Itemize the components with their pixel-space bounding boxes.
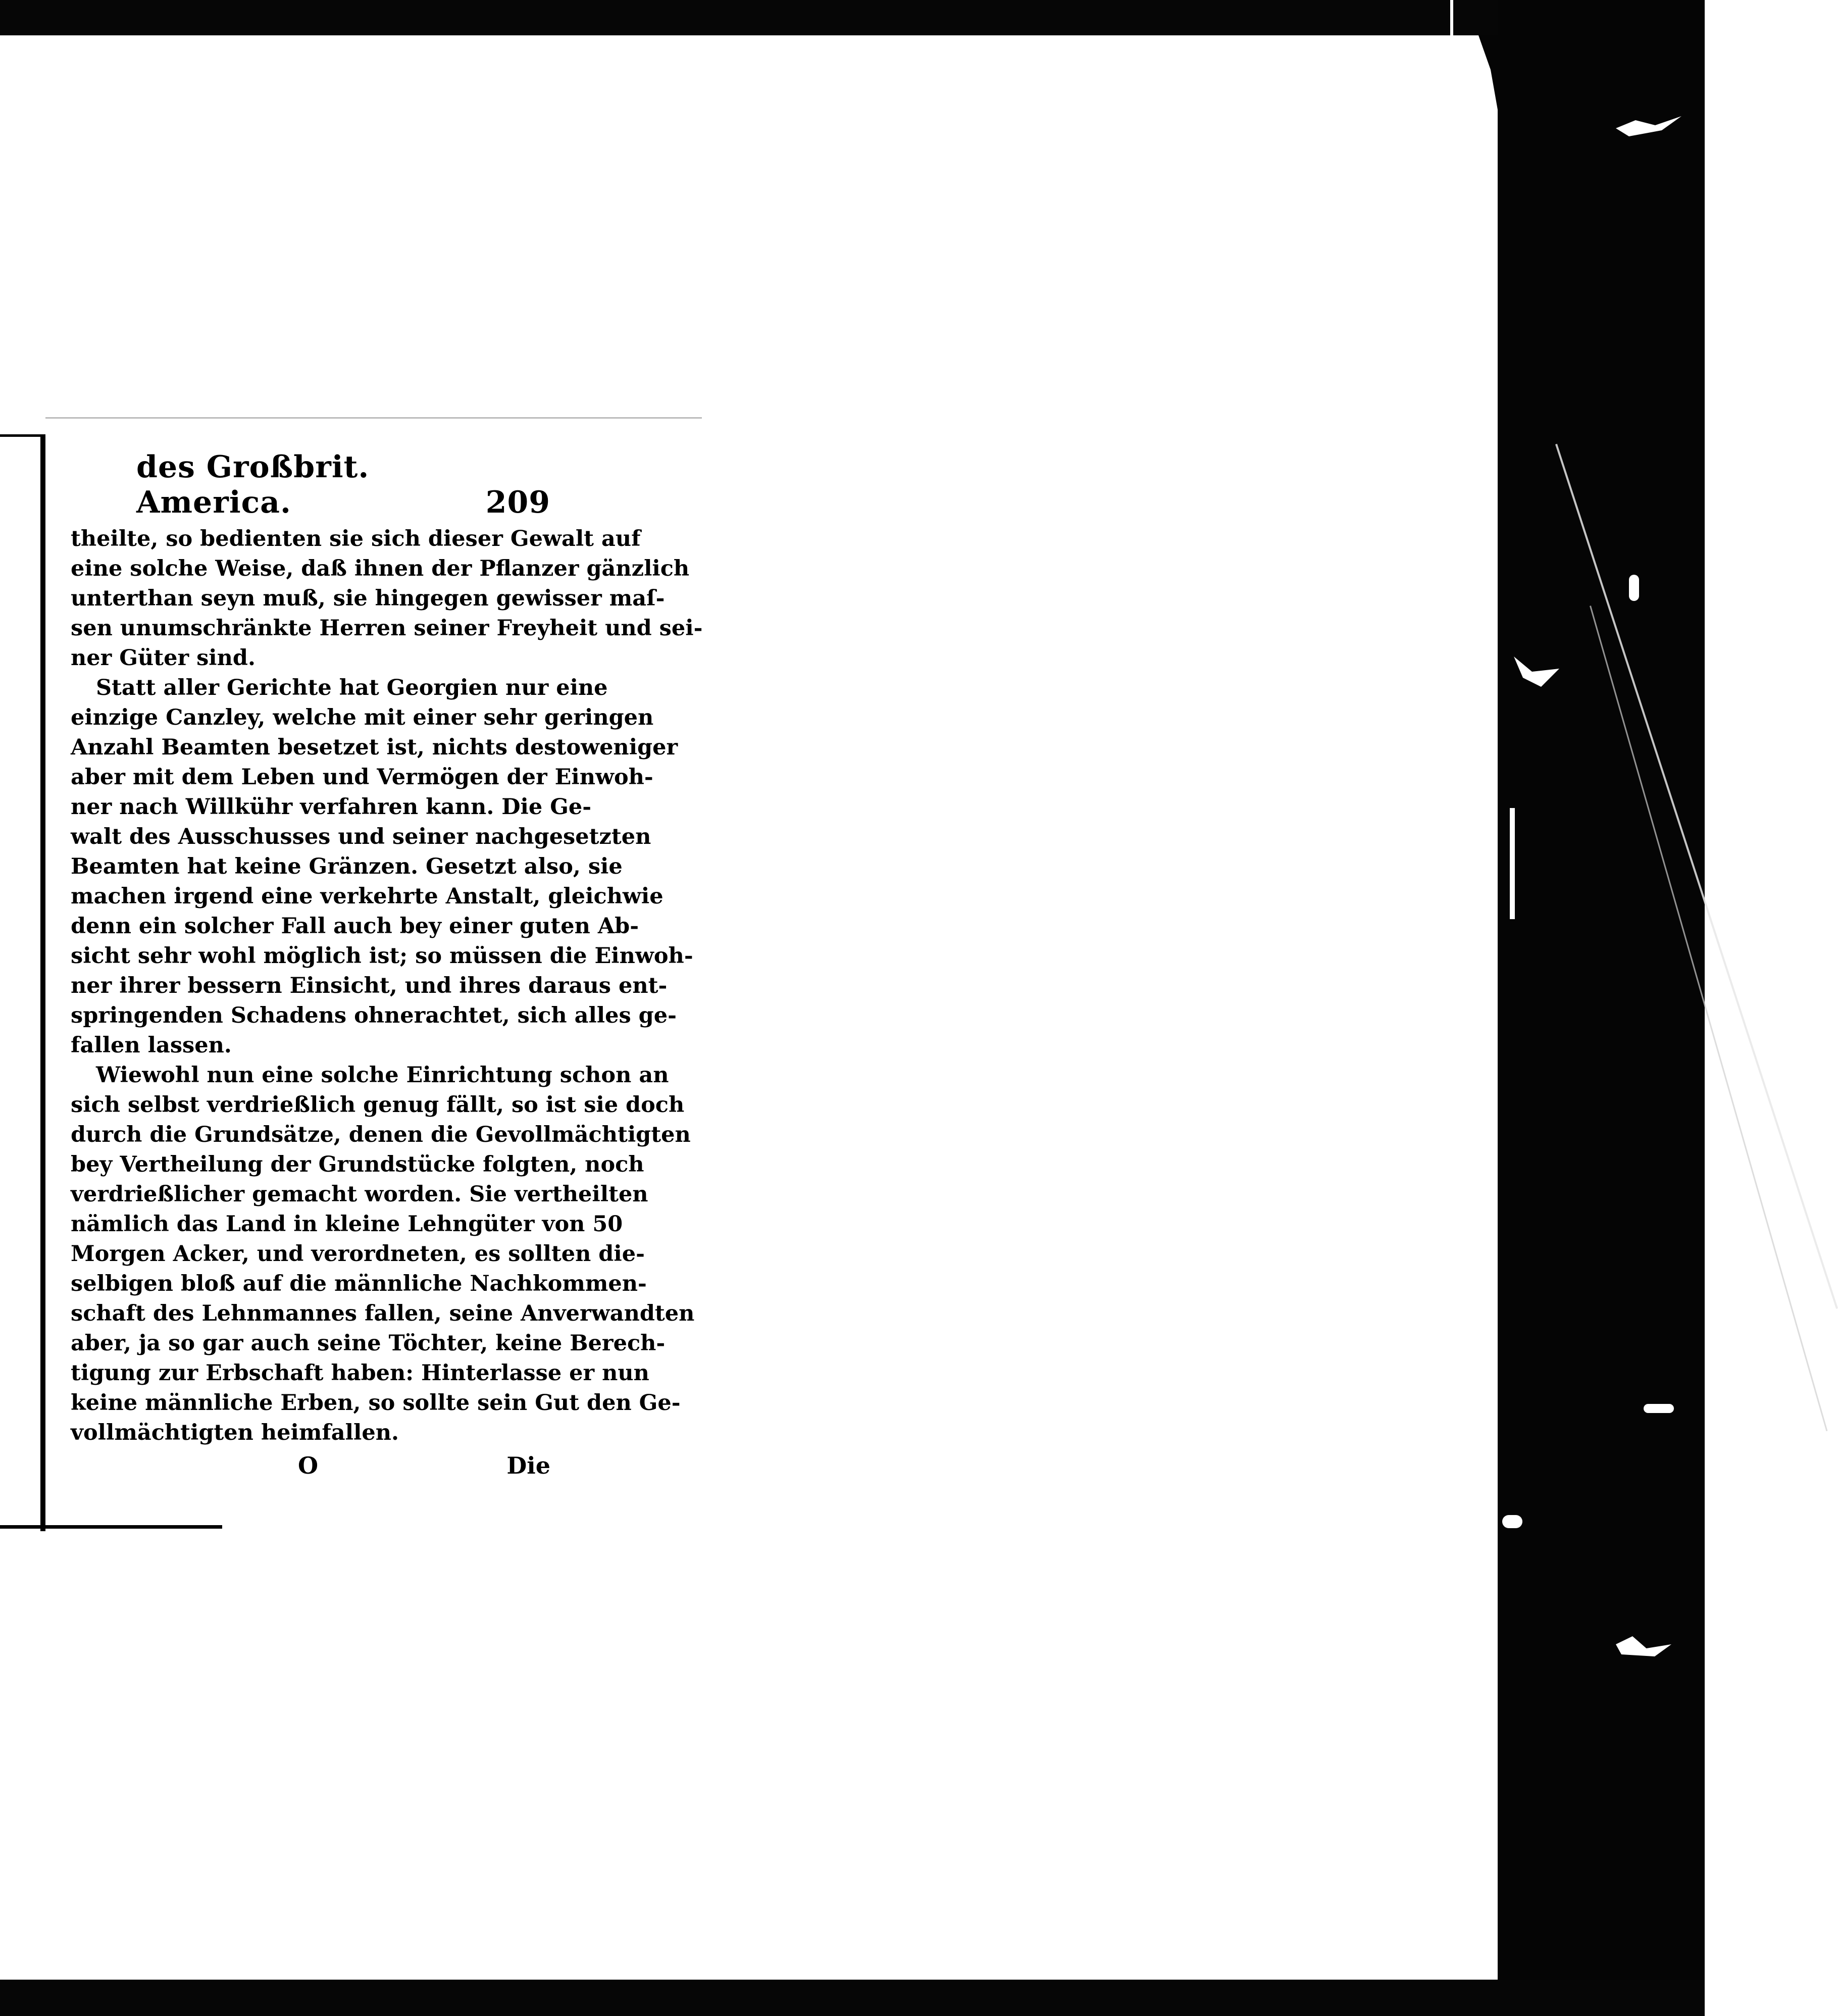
scan-border-bottom	[0, 1980, 1705, 2016]
book-page	[71, 449, 703, 1479]
text-line: tigung zur Erbschaft haben: Hinterlasse er nun	[71, 1360, 649, 1386]
text-line: eine solche Weise, daß ihnen der Pflanzer gänzlich	[71, 556, 690, 581]
text-line: schaft des Lehnmannes fallen, seine Anverwandten	[71, 1301, 695, 1326]
film-speck	[1644, 1404, 1674, 1413]
text-line: ner Güter sind.	[71, 645, 256, 671]
text-line: Morgen Acker, und verordneten, es sollten die-	[71, 1241, 645, 1267]
text-line: fallen lassen.	[71, 1033, 232, 1058]
text-line: nämlich das Land in kleine Lehngüter von 50	[71, 1212, 623, 1237]
text-line: vollmächtigten heimfallen.	[71, 1420, 399, 1445]
text-line: sicht sehr wohl möglich ist; so müssen die Einwoh-	[71, 943, 693, 969]
page-corner-curl	[1478, 35, 1509, 121]
text-line: theilte, so bedienten sie sich dieser Gewalt auf	[71, 526, 641, 551]
frame-tick-top	[0, 434, 45, 437]
text-line: springenden Schadens ohnerachtet, sich alles ge-	[71, 1003, 677, 1028]
text-line: bey Vertheilung der Grundstücke folgten, noch	[71, 1152, 644, 1177]
page-number: 209	[485, 485, 550, 520]
scan-gutter-line	[1450, 0, 1453, 35]
body-text	[71, 524, 703, 1448]
text-line: unterthan seyn muß, sie hingegen gewisser maſ-	[71, 586, 665, 611]
running-head	[71, 449, 550, 520]
text-line: ner nach Willkühr verfahren kann. Die Ge-	[71, 794, 592, 820]
film-speck	[1502, 1515, 1522, 1528]
scan-border-right	[1498, 0, 1705, 2016]
text-line: durch die Grundsätze, denen die Gevollmächtigten	[71, 1122, 691, 1147]
text-line: sich selbst verdrießlich genug fällt, so ist sie doch	[71, 1092, 685, 1118]
scan-border-top	[0, 0, 1705, 35]
running-head-title: des Großbrit. America.	[136, 449, 370, 520]
text-line: machen irgend eine verkehrte Anstalt, gleichwie	[71, 884, 663, 909]
paragraph-start-line: Statt aller Gerichte hat Georgien nur eine	[96, 675, 608, 700]
text-line: sen unumschränkte Herren seiner Freyheit und sei-	[71, 616, 703, 641]
text-line: aber mit dem Leben und Vermögen der Einwoh-	[71, 765, 653, 790]
catchword: Die	[506, 1452, 550, 1479]
text-line: aber, ja so gar auch seine Töchter, keine Berech-	[71, 1331, 666, 1356]
text-line: verdrießlicher gemacht worden. Sie vertheilten	[71, 1182, 648, 1207]
text-line: selbigen bloß auf die männliche Nachkommen-	[71, 1271, 647, 1296]
text-line: walt des Ausschusses und seiner nachgesetzten	[71, 824, 651, 849]
signature-mark: O	[298, 1452, 319, 1479]
text-line: Beamten hat keine Gränzen. Gesetzt also, sie	[71, 854, 623, 879]
film-speck	[1510, 808, 1515, 919]
frame-rule-bottom	[0, 1525, 222, 1529]
page-footer	[71, 1452, 550, 1479]
text-line: denn ein solcher Fall auch bey einer guten Ab-	[71, 914, 639, 939]
text-line: keine männliche Erben, so sollte sein Gut den Ge-	[71, 1390, 681, 1416]
film-speck	[1629, 575, 1639, 601]
text-line: ner ihrer bessern Einsicht, und ihres daraus ent-	[71, 973, 668, 998]
page-edge-top	[45, 417, 702, 419]
text-line: Anzahl Beamten besetzet ist, nichts destoweniger	[71, 735, 678, 760]
frame-rule-left	[40, 434, 45, 1531]
paragraph-start-line: Wiewohl nun eine solche Einrichtung schon an	[96, 1063, 669, 1088]
text-line: einzige Canzley, welche mit einer sehr geringen	[71, 705, 654, 730]
